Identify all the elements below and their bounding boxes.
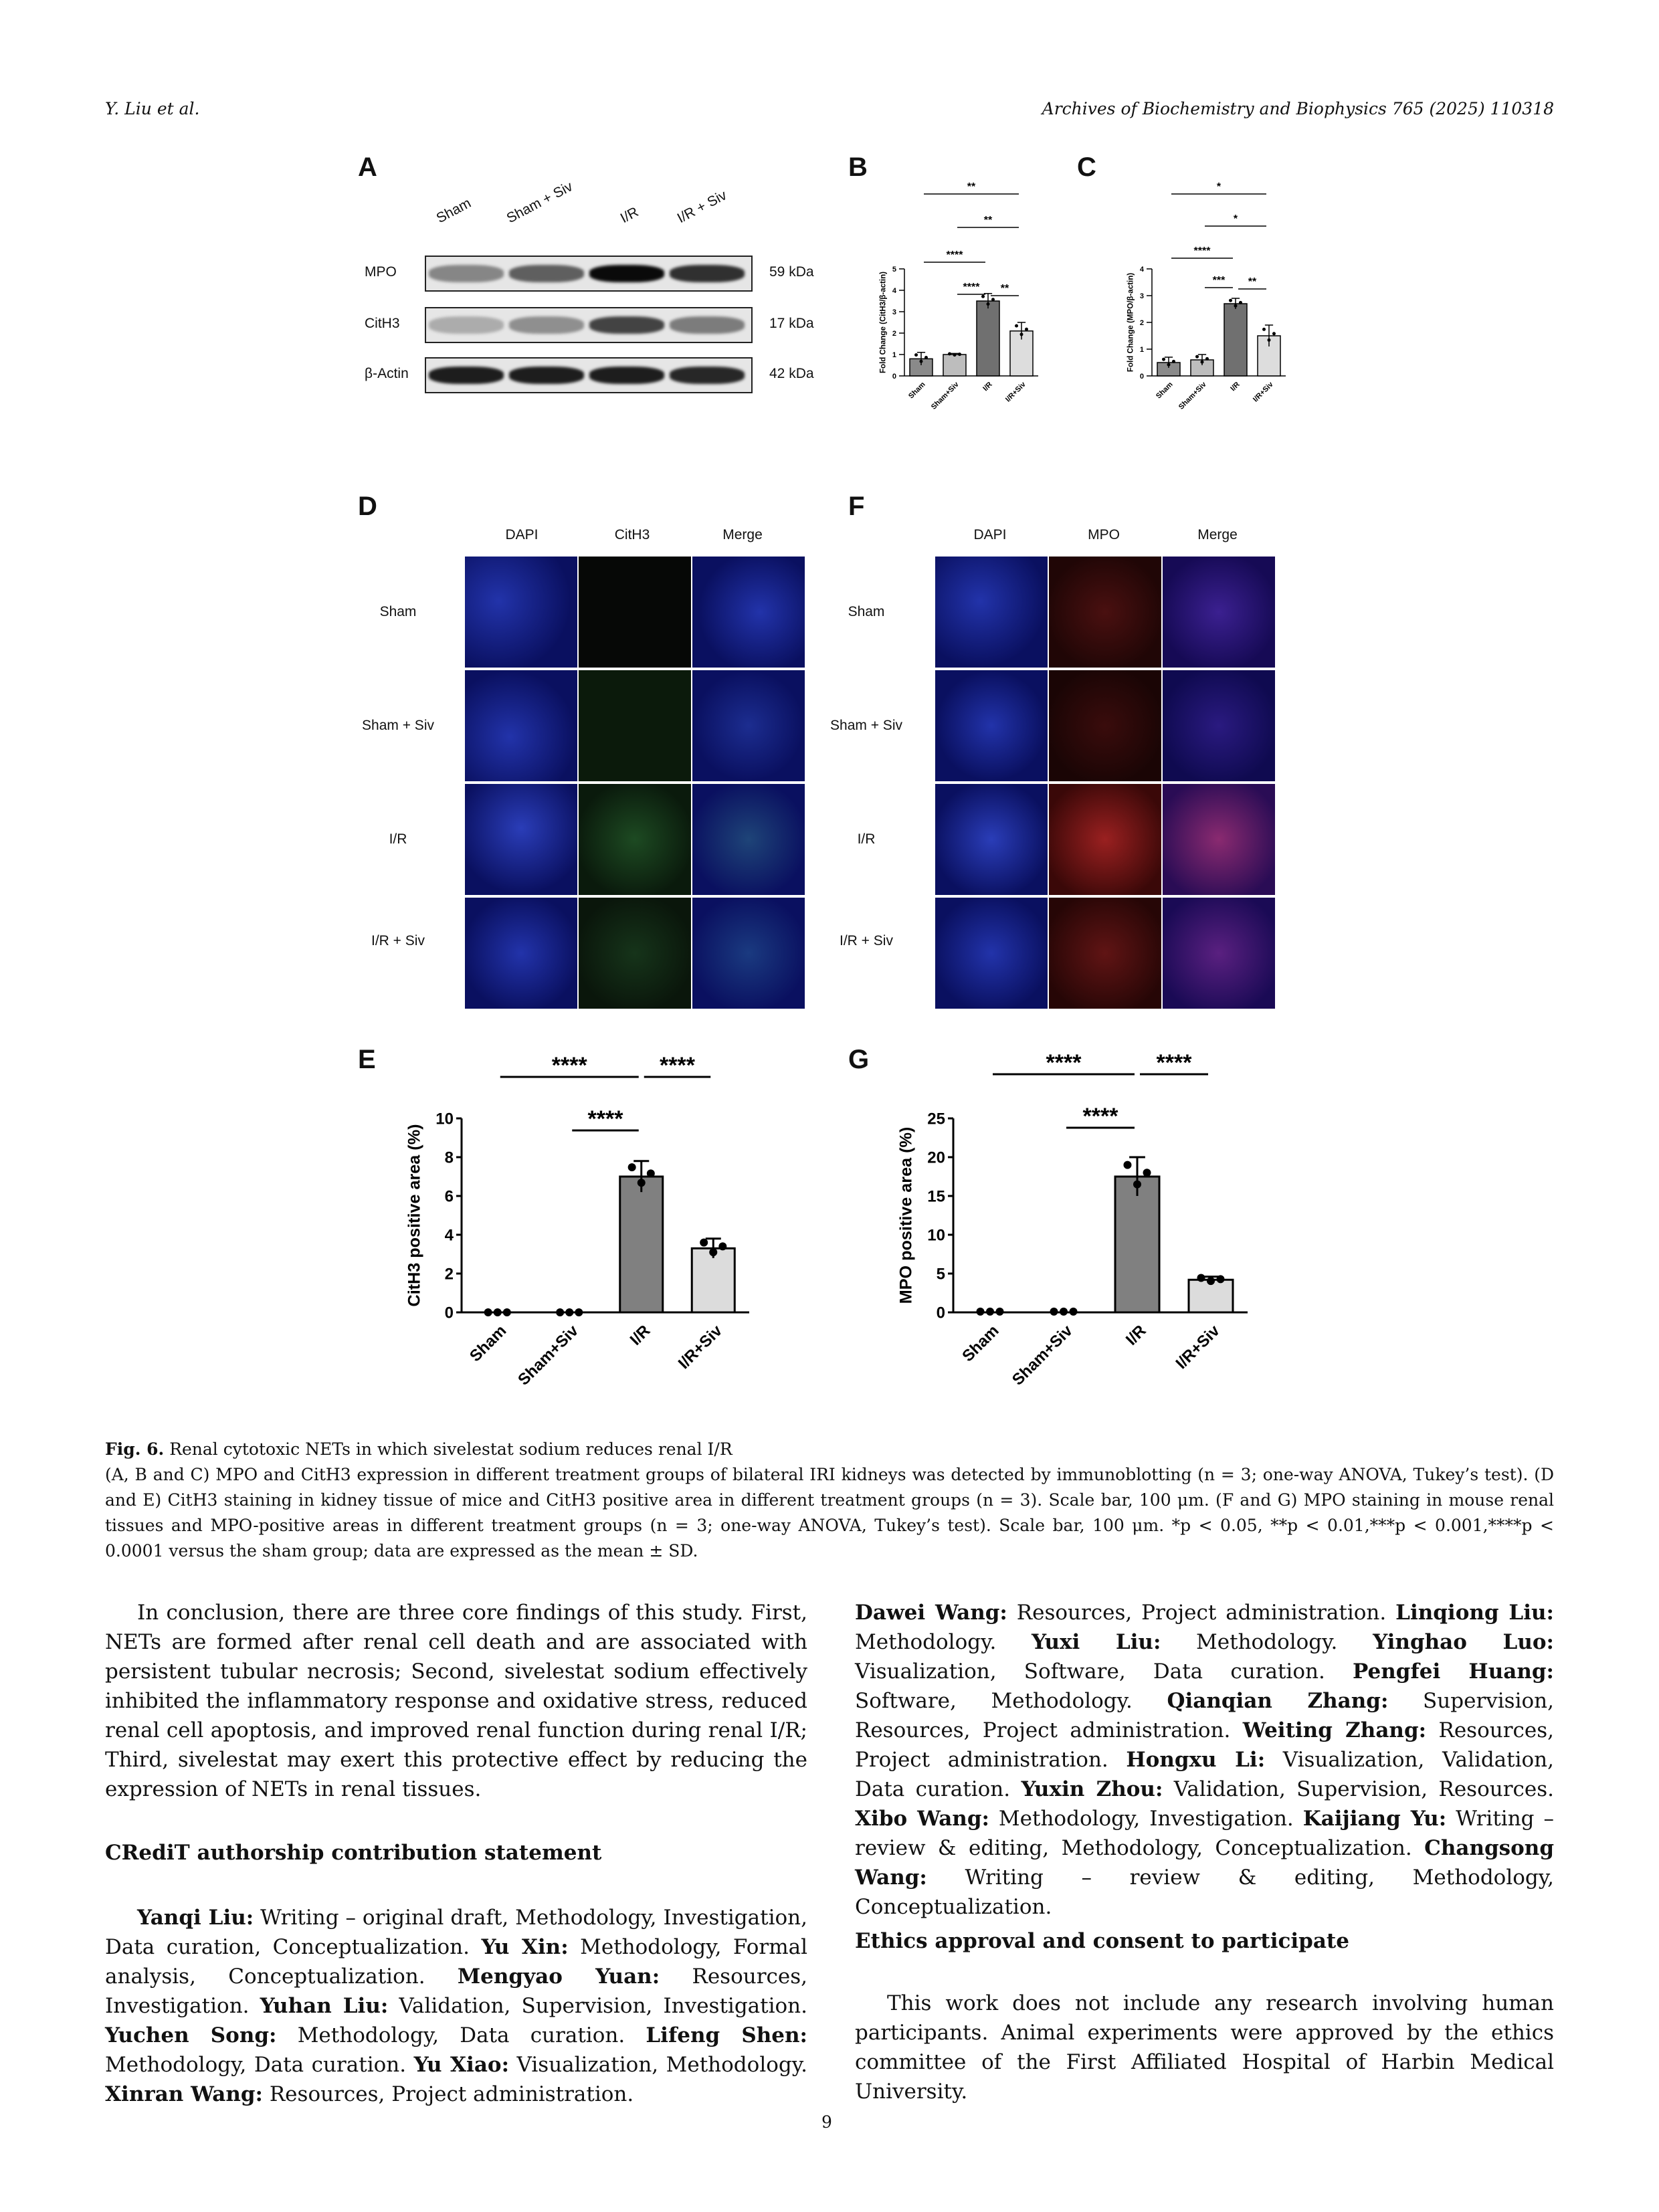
x-tick-label: Sham+Siv (1177, 380, 1208, 411)
blot-band (589, 316, 664, 334)
panel-label-g: G (848, 1045, 870, 1074)
significance-label: **** (660, 1053, 695, 1078)
credit-roles: Visualization, Validation, Data curation. (855, 1748, 1554, 1801)
y-tick-label: 3 (892, 308, 896, 316)
micro-col-label: CitH3 (614, 527, 650, 542)
credit-name: Yuhan Liu: (260, 1994, 389, 2018)
blot-band (670, 265, 745, 282)
significance-label: * (1216, 181, 1222, 193)
significance-label: **** (946, 249, 963, 261)
data-point (1162, 358, 1165, 361)
data-point (1239, 301, 1242, 304)
blot-band (429, 367, 504, 384)
micrograph-tile (692, 898, 805, 1009)
micrograph-tile (465, 898, 577, 1009)
micro-row-label: I/R + Siv (840, 933, 893, 948)
blot-band (429, 316, 504, 334)
y-tick-label: 8 (444, 1148, 454, 1167)
credit-name: Kaijiang Yu: (1302, 1807, 1447, 1831)
credit-roles: Visualization, Software, Data curation. (855, 1660, 1325, 1684)
wb-row-label: MPO (365, 264, 397, 280)
data-point (981, 295, 985, 298)
data-point (914, 353, 918, 357)
credit-name: Changsong Wang: (855, 1836, 1555, 1890)
data-point (1268, 338, 1271, 342)
micrograph-tile (1049, 898, 1161, 1009)
micro-row-label: Sham (379, 604, 417, 619)
data-point (986, 1308, 994, 1316)
credit-name: Yanqi Liu: (137, 1906, 254, 1930)
micrograph-tile (1163, 784, 1275, 895)
y-tick-label: 25 (927, 1110, 945, 1128)
x-tick-label: Sham+Siv (514, 1321, 582, 1389)
data-point (1207, 1277, 1215, 1285)
data-point (484, 1308, 492, 1316)
data-point (494, 1308, 502, 1316)
data-point (958, 353, 961, 356)
bar (1115, 1177, 1159, 1312)
y-axis-label: Fold Change (MPO/β-actin) (1127, 272, 1135, 373)
data-point (1050, 1308, 1058, 1316)
micrograph-tile (579, 784, 691, 895)
credit-name: Yu Xiao: (413, 2053, 510, 2077)
blot-strip-mpo (425, 256, 753, 292)
credit-name: Qianqian Zhang: (1167, 1689, 1389, 1713)
figure-caption (105, 1437, 1554, 1564)
micrograph-tile (579, 898, 691, 1009)
data-point (924, 356, 928, 359)
chart-b (844, 181, 1058, 462)
data-point (1123, 1161, 1131, 1169)
credit-name: Yuxin Zhou: (1021, 1777, 1163, 1801)
y-axis-label: Fold Change (CitH3/β-actin) (879, 271, 888, 374)
micrograph-tile (1163, 557, 1275, 668)
micrograph-tile (935, 898, 1048, 1009)
credit-roles: Validation, Supervision, Investigation. (399, 1994, 807, 2018)
significance-label: **** (1193, 245, 1211, 257)
micrograph-tile (692, 670, 805, 781)
data-point (638, 1179, 646, 1187)
y-tick-label: 0 (936, 1304, 945, 1322)
ethics-heading: Ethics approval and consent to participate (855, 1929, 1349, 1953)
panel-label-b: B (848, 153, 868, 182)
wb-lane-label: I/R + Siv (674, 187, 730, 227)
x-tick-label: I/R (626, 1321, 654, 1349)
blot-strip-cith3 (425, 307, 753, 343)
micrograph-tile (1163, 898, 1275, 1009)
data-point (953, 353, 957, 357)
significance-label: ** (983, 215, 993, 226)
x-tick-label: I/R (1122, 1321, 1150, 1349)
bar (943, 355, 966, 376)
data-point (1143, 1169, 1151, 1177)
y-tick-label: 0 (892, 372, 896, 381)
bar (977, 301, 999, 376)
data-point (948, 353, 951, 356)
micrograph-tile (692, 557, 805, 668)
y-tick-label: 4 (892, 286, 896, 295)
blot-band (670, 316, 745, 334)
data-point (1205, 357, 1209, 361)
credit-name: Dawei Wang: (855, 1601, 1007, 1625)
credit-roles: Methodology, Data curation. (297, 2023, 625, 2047)
data-point (575, 1308, 583, 1316)
x-tick-label: I/R (1229, 380, 1242, 393)
significance-label: ** (967, 181, 976, 193)
y-tick-label: 15 (927, 1187, 945, 1206)
credit-name: Yuxi Liu: (1032, 1630, 1161, 1654)
micrograph-tile (1163, 670, 1275, 781)
wb-lane-label: Sham (433, 195, 474, 227)
bar (1224, 304, 1247, 376)
data-point (1020, 332, 1023, 336)
micro-row-label: I/R + Siv (371, 933, 425, 948)
credit-name: Yuchen Song: (105, 2023, 277, 2047)
data-point (628, 1163, 636, 1171)
significance-label: **** (1046, 1050, 1082, 1076)
y-tick-label: 1 (892, 350, 896, 359)
credit-roles: Validation, Supervision, Resources. (1173, 1777, 1555, 1801)
micro-col-label: DAPI (505, 527, 539, 542)
credit-name: Lifeng Shen: (646, 2023, 807, 2047)
blot-band (509, 316, 584, 334)
micro-row-label: I/R (389, 831, 407, 847)
credit-name: Yinghao Luo: (1373, 1630, 1554, 1654)
x-tick-label: I/R (981, 380, 994, 393)
credit-roles: Writing – original draft, Methodology, Investigation, Data curation, Conceptualization. (105, 1906, 807, 1959)
credit-name: Xinran Wang: (105, 2082, 263, 2106)
ethics-paragraph: This work does not include any research involving human participants. Animal experiments were approved by the ethics committee of the First Affiliated Hospital of Harbin Medical University. (855, 1991, 1554, 2104)
data-point (987, 302, 990, 306)
credit-name: Yu Xin: (481, 1935, 569, 1959)
micro-col-label: DAPI (973, 527, 1007, 542)
data-point (1172, 360, 1175, 363)
chart-e (381, 1030, 756, 1438)
micrograph-tile (465, 670, 577, 781)
significance-label: * (1233, 213, 1238, 225)
x-tick-label: I/R+Siv (1004, 380, 1028, 404)
micrograph-tile (1049, 557, 1161, 668)
data-point (1201, 361, 1204, 364)
micro-col-label: MPO (1088, 527, 1120, 542)
data-point (1229, 299, 1232, 302)
credit-roles: Resources, Project administration. (1016, 1601, 1387, 1625)
caption-label: Fig. 6. (105, 1439, 165, 1459)
data-point (920, 360, 923, 363)
micrograph-tile (465, 784, 577, 895)
data-point (1015, 324, 1018, 328)
wb-size-label: 59 kDa (769, 264, 814, 280)
micro-row-label: Sham + Siv (830, 718, 902, 733)
data-point (1197, 1274, 1205, 1282)
credit-roles: Methodology. (1196, 1630, 1338, 1654)
panel-label-d: D (358, 492, 377, 521)
credit-roles: Resources, Project administration. (269, 2082, 634, 2106)
blot-band (670, 367, 745, 384)
data-point (1217, 1275, 1225, 1283)
blot-band (509, 265, 584, 282)
data-point (1060, 1308, 1068, 1316)
micrograph-tile (935, 784, 1048, 895)
y-axis-label: MPO positive area (%) (896, 1126, 916, 1304)
credit-roles: Methodology. (855, 1630, 997, 1654)
y-tick-label: 0 (1139, 372, 1144, 381)
y-tick-label: 4 (444, 1226, 454, 1245)
credit-name: Linqiong Liu: (1395, 1601, 1554, 1625)
credit-paragraph-part2 (855, 1598, 1554, 1922)
credit-roles: Software, Methodology. (855, 1689, 1133, 1713)
caption-title: Renal cytotoxic NETs in which sivelestat sodium reduces renal I/R (169, 1439, 733, 1459)
micro-col-label: Merge (1197, 527, 1238, 542)
micro-row-label: Sham (848, 604, 885, 619)
significance-label: **** (963, 282, 980, 293)
data-point (1234, 304, 1238, 308)
credit-roles: Writing – review & editing, Methodology, Conceptualization. (855, 1866, 1555, 1919)
micrograph-tile (579, 670, 691, 781)
credit-roles: Visualization, Methodology. (516, 2053, 807, 2077)
significance-label: **** (551, 1053, 587, 1078)
data-point (1025, 328, 1028, 331)
y-tick-label: 10 (435, 1110, 454, 1128)
credit-roles: Resources, Investigation. (105, 1965, 807, 2018)
data-point (1133, 1181, 1141, 1189)
significance-label: *** (1212, 275, 1226, 286)
significance-label: ** (1248, 276, 1257, 288)
wb-size-label: 42 kDa (769, 366, 814, 381)
y-tick-label: 2 (1139, 318, 1144, 327)
data-point (700, 1239, 708, 1247)
y-tick-label: 1 (1139, 345, 1144, 354)
x-tick-label: I/R+Siv (674, 1321, 726, 1373)
micrograph-tile (465, 557, 577, 668)
panel-label-a: A (358, 153, 377, 182)
x-tick-label: Sham (959, 1321, 1003, 1366)
wb-lane-label: Sham + Siv (504, 179, 575, 227)
credit-roles: Writing – review & editing, Methodology, Conceptualization. (855, 1807, 1554, 1860)
wb-size-label: 17 kDa (769, 316, 814, 331)
micrograph-tile (1049, 670, 1161, 781)
data-point (1272, 332, 1276, 335)
wb-lane-label: I/R (617, 204, 642, 227)
data-point (647, 1169, 655, 1177)
x-tick-label: Sham (466, 1321, 510, 1366)
page-number: 9 (821, 2112, 832, 2132)
y-tick-label: 20 (927, 1148, 945, 1167)
credit-roles: Resources, Project administration. (855, 1718, 1554, 1772)
data-point (1262, 328, 1266, 331)
significance-label: **** (1156, 1050, 1192, 1076)
x-tick-label: Sham (1155, 380, 1175, 401)
y-tick-label: 2 (892, 329, 896, 338)
data-point (718, 1242, 726, 1250)
micrograph-tile (692, 784, 805, 895)
wb-row-label: CitH3 (365, 316, 400, 331)
credit-name: Mengyao Yuan: (457, 1965, 660, 1989)
micrograph-tile (1049, 784, 1161, 895)
credit-paragraph-part1 (105, 1903, 807, 2109)
y-tick-label: 4 (1139, 265, 1144, 274)
credit-roles: Methodology, Formal analysis, Conceptualization. (105, 1935, 808, 1989)
data-point (991, 298, 995, 301)
data-point (1167, 363, 1171, 367)
credit-name: Xibo Wang: (855, 1807, 989, 1831)
y-axis-label: CitH3 positive area (%) (405, 1124, 424, 1307)
micro-row-label: I/R (857, 831, 876, 847)
micro-col-label: Merge (722, 527, 763, 542)
y-tick-label: 2 (444, 1265, 454, 1284)
x-tick-label: Sham (907, 380, 927, 401)
data-point (1195, 355, 1199, 359)
significance-label: **** (1082, 1104, 1118, 1129)
data-point (996, 1308, 1004, 1316)
wb-row-label: β-Actin (365, 366, 409, 381)
bar (620, 1177, 663, 1312)
y-tick-label: 6 (444, 1187, 454, 1206)
credit-name: Pengfei Huang: (1353, 1660, 1554, 1684)
micrograph-tile (579, 557, 691, 668)
x-tick-label: Sham+Siv (929, 380, 961, 411)
credit-name: Hongxu Li: (1126, 1748, 1266, 1772)
conclusion-paragraph: In conclusion, there are three core findings of this study. First, NETs are formed after renal cell death and are associated with persistent tubular necrosis; Second, sivelestat sodium effectively inhibited the inflammatory response and oxidative stress, reduced renal cell apoptosis, and improved renal function during renal I/R; Third, sivelestat may exert this protective effect by reducing the expression of NETs in renal tissues. (105, 1601, 807, 1801)
x-tick-label: I/R+Siv (1252, 380, 1275, 404)
data-point (556, 1308, 564, 1316)
credit-name: Weiting Zhang: (1242, 1718, 1427, 1742)
data-point (503, 1308, 511, 1316)
y-tick-label: 0 (444, 1304, 454, 1322)
y-tick-label: 3 (1139, 292, 1144, 300)
credit-roles: Methodology, Investigation. (998, 1807, 1294, 1831)
micrograph-tile (935, 670, 1048, 781)
panel-label-e: E (358, 1045, 376, 1074)
blot-band (429, 265, 504, 282)
x-tick-label: I/R+Siv (1172, 1321, 1224, 1373)
data-point (565, 1308, 573, 1316)
blot-strip-actin (425, 357, 753, 393)
credit-roles: Methodology, Data curation. (105, 2053, 407, 2077)
chart-g (880, 1030, 1254, 1438)
significance-label: ** (1000, 283, 1009, 294)
caption-title-line (105, 1437, 1554, 1462)
blot-band (509, 367, 584, 384)
blot-band (589, 265, 664, 282)
credit-roles: Supervision, Resources, Project administration. (855, 1689, 1554, 1742)
journal-citation: Archives of Biochemistry and Biophysics 765 (2025) 110318 (1042, 99, 1554, 118)
micro-row-label: Sham + Siv (362, 718, 434, 733)
x-tick-label: Sham+Siv (1008, 1321, 1076, 1389)
panel-label-f: F (848, 492, 865, 521)
data-point (1070, 1308, 1078, 1316)
significance-label: **** (587, 1106, 623, 1132)
data-point (709, 1248, 717, 1256)
data-point (976, 1308, 984, 1316)
chart-c (1092, 174, 1306, 462)
running-author: Y. Liu et al. (105, 99, 200, 118)
credit-heading: CRediT authorship contribution statement (105, 1841, 602, 1865)
caption-body: (A, B and C) MPO and CitH3 expression in different treatment groups of bilateral IRI kidneys was detected by immunoblotting (n = 3; one-way ANOVA, Tukey’s test). (D and E) CitH3 staining in kidney tissue of mice and CitH3 positive area in different treatment groups (n = 3). Scale bar, 100 μm. (F and G) MPO staining in mouse renal tissues and MPO-positive areas in different treatment groups (n = 3; one-way ANOVA, Tukey’s test). Scale bar, 100 μm. *p < 0.05, **p < 0.01,***p < 0.001,****p < 0.0001 versus the sham group; data are expressed as the mean ± SD. (105, 1465, 1554, 1561)
y-tick-label: 10 (927, 1226, 945, 1245)
blot-band (589, 367, 664, 384)
y-tick-label: 5 (936, 1265, 945, 1284)
y-tick-label: 5 (892, 265, 896, 274)
panel-label-c: C (1077, 153, 1096, 182)
micrograph-tile (935, 557, 1048, 668)
